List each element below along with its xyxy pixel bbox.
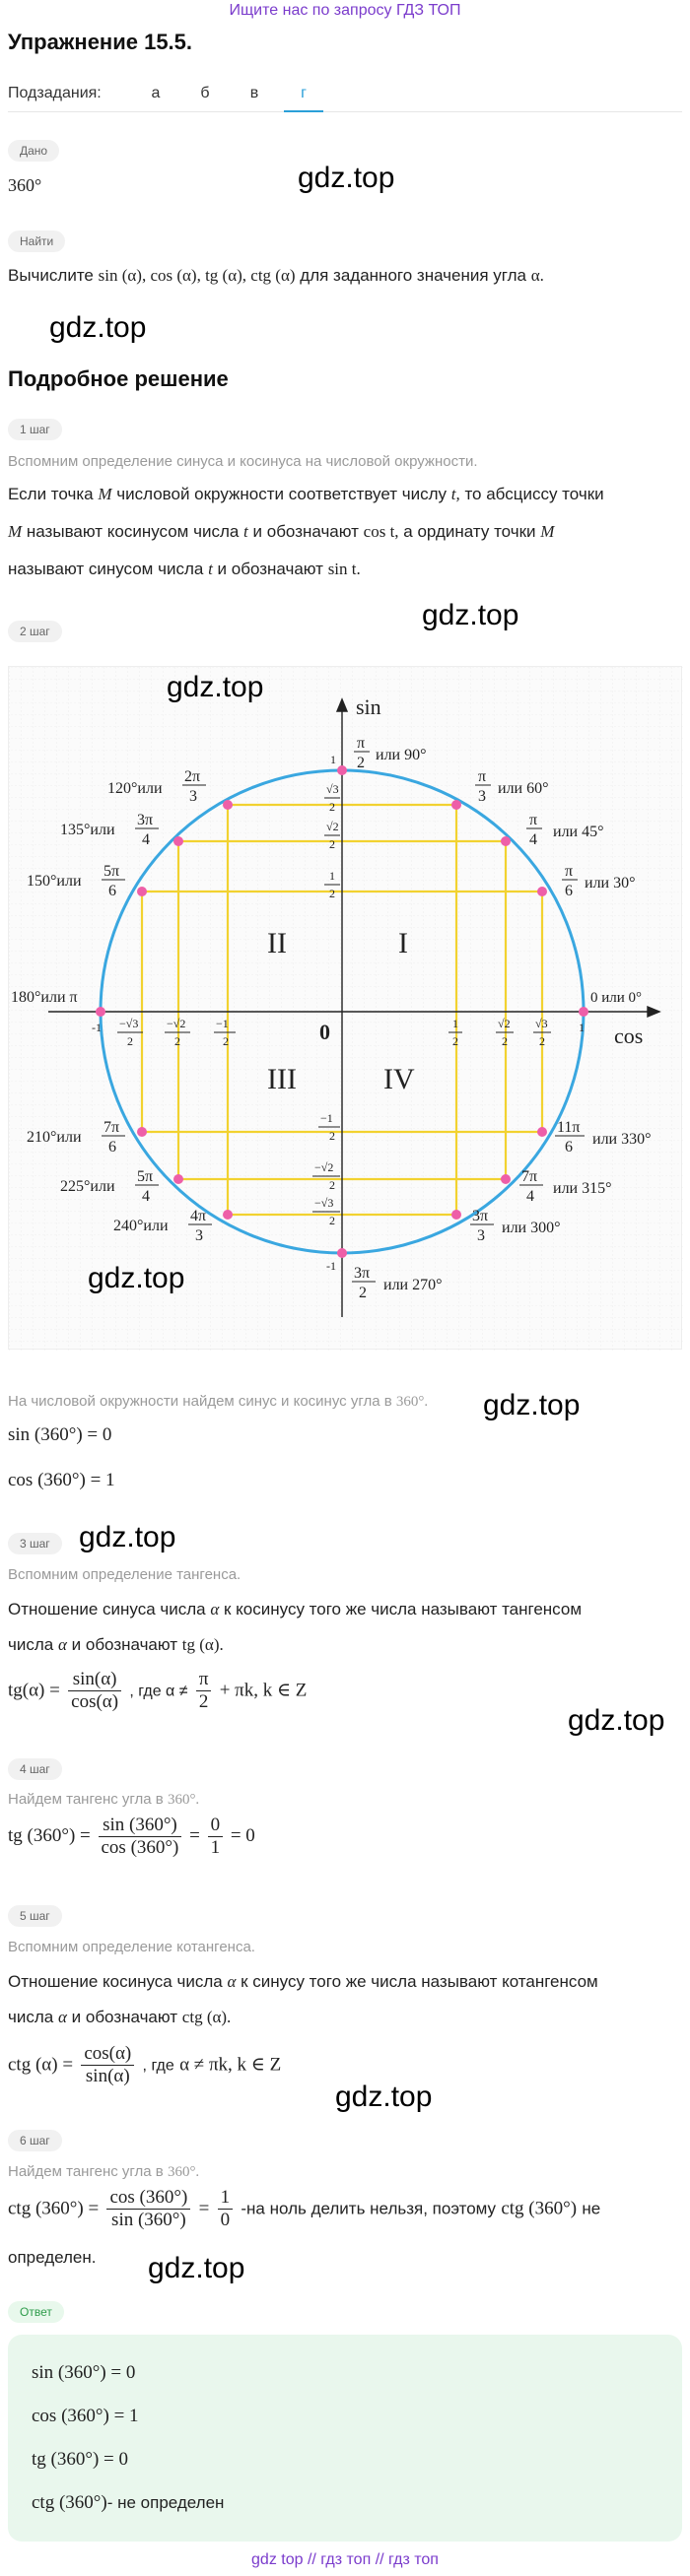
step-hint: Вспомним определение тангенса. bbox=[8, 1566, 242, 1583]
svg-text:5π: 5π bbox=[104, 863, 120, 880]
quadrant-I: I bbox=[398, 927, 408, 959]
watermark: gdz.top bbox=[88, 1262, 185, 1294]
subtask-tabs bbox=[8, 79, 682, 112]
step-hint: Найдем тангенс угла в 360°. bbox=[8, 1791, 200, 1808]
step5-line2: числа α и обозначают ctg (α). bbox=[8, 2008, 232, 2026]
label-60: или 60° bbox=[498, 780, 549, 797]
find-text: Вычислите sin (α), cos (α), tg (α), ctg (α) для заданного значения угла α. bbox=[8, 266, 544, 285]
svg-text:4: 4 bbox=[142, 1188, 150, 1205]
svg-text:2: 2 bbox=[329, 1129, 335, 1143]
step-hint: Вспомним определение котангенса. bbox=[8, 1939, 255, 1955]
watermark: gdz.top bbox=[148, 2252, 245, 2284]
svg-text:π: π bbox=[478, 768, 487, 785]
axis-sin-label: sin bbox=[356, 694, 381, 719]
frac-num: π bbox=[357, 735, 366, 752]
tick-1-top: 1 bbox=[330, 753, 336, 766]
svg-text:5π: 5π bbox=[137, 1168, 154, 1185]
svg-text:7π: 7π bbox=[521, 1168, 538, 1185]
svg-text:3: 3 bbox=[477, 1227, 485, 1244]
label-225: 225°или bbox=[60, 1178, 115, 1195]
step6-line2: определен. bbox=[8, 2248, 97, 2267]
quadrant-IV: IV bbox=[383, 1063, 415, 1095]
tab-g[interactable]: г bbox=[284, 85, 323, 112]
watermark: gdz.top bbox=[483, 1389, 581, 1421]
svg-text:4: 4 bbox=[142, 831, 150, 848]
tangent-360-calc: tg (360°) = $\frac{\sin (360^\circ)}{\cos (360^\circ)}$ = $\frac{0}{1}$ = 0 bbox=[8, 1815, 255, 1858]
tick-minus1-left: -1 bbox=[92, 1021, 102, 1034]
svg-text:3: 3 bbox=[195, 1227, 203, 1244]
step-hint: Найдем тангенс угла в 360°. bbox=[8, 2163, 200, 2180]
label-45: или 45° bbox=[553, 824, 604, 840]
watermark: gdz.top bbox=[79, 1521, 176, 1553]
svg-text:11π: 11π bbox=[557, 1119, 581, 1136]
label-210: 210°или bbox=[27, 1129, 82, 1146]
svg-text:6: 6 bbox=[108, 883, 116, 899]
label-135: 135°или bbox=[60, 822, 115, 838]
svg-text:3π: 3π bbox=[472, 1208, 489, 1224]
step-badge: 3 шаг bbox=[8, 1533, 62, 1554]
label-120: 120°или bbox=[107, 780, 163, 797]
svg-text:−√2: −√2 bbox=[167, 1017, 186, 1030]
svg-text:−1: −1 bbox=[216, 1017, 229, 1030]
svg-text:2: 2 bbox=[329, 887, 335, 900]
svg-text:2: 2 bbox=[329, 1178, 335, 1192]
svg-text:3: 3 bbox=[478, 788, 486, 805]
unit-circle-svg bbox=[9, 667, 683, 1351]
svg-text:√3: √3 bbox=[535, 1017, 548, 1030]
label-180: 180°или π bbox=[11, 989, 78, 1006]
step-hint: Вспомним определение синуса и косинуса на числовой окружности. bbox=[8, 453, 478, 470]
frac-den: 2 bbox=[357, 755, 365, 771]
svg-text:−1: −1 bbox=[320, 1111, 333, 1125]
svg-text:4: 4 bbox=[529, 831, 537, 848]
svg-text:−√3: −√3 bbox=[119, 1017, 139, 1030]
tab-b[interactable]: б bbox=[200, 85, 210, 101]
svg-text:π: π bbox=[565, 863, 574, 880]
label-240: 240°или bbox=[113, 1218, 169, 1234]
svg-text:2π: 2π bbox=[184, 768, 201, 785]
label-150: 150°или bbox=[27, 873, 82, 890]
svg-text:6: 6 bbox=[565, 1139, 573, 1156]
label-300: или 300° bbox=[502, 1220, 561, 1236]
tick-1-right: 1 bbox=[579, 1021, 585, 1034]
origin-label: 0 bbox=[319, 1020, 330, 1044]
svg-text:4π: 4π bbox=[190, 1208, 207, 1224]
tick-minus1-bottom: -1 bbox=[326, 1259, 336, 1273]
svg-text:4: 4 bbox=[526, 1188, 534, 1205]
page-title: Упражнение 15.5. bbox=[8, 30, 193, 54]
svg-text:7π: 7π bbox=[104, 1119, 120, 1136]
svg-text:√2: √2 bbox=[498, 1017, 511, 1030]
watermark: gdz.top bbox=[298, 162, 395, 194]
label-30: или 30° bbox=[585, 875, 636, 892]
step-badge: 5 шаг bbox=[8, 1905, 62, 1927]
svg-text:2: 2 bbox=[329, 1214, 335, 1227]
svg-text:2: 2 bbox=[502, 1034, 508, 1048]
watermark: gdz.top bbox=[49, 311, 147, 344]
svg-text:2: 2 bbox=[329, 837, 335, 851]
label-0: 0 или 0° bbox=[590, 990, 643, 1006]
given-badge: Дано bbox=[8, 140, 59, 162]
given-value: 360° bbox=[8, 175, 42, 195]
solution-title: Подробное решение bbox=[8, 366, 229, 391]
sin-360-result: sin (360°) = 0 bbox=[8, 1424, 112, 1445]
svg-text:√3: √3 bbox=[326, 782, 339, 796]
footer-links[interactable]: gdz top // гдз топ // гдз топ bbox=[251, 2551, 439, 2568]
axis-cos-label: cos bbox=[614, 1024, 644, 1048]
tab-a[interactable]: а bbox=[151, 85, 161, 101]
svg-text:−√2: −√2 bbox=[314, 1160, 334, 1174]
cos-360-result: cos (360°) = 1 bbox=[8, 1470, 115, 1490]
svg-text:6: 6 bbox=[108, 1139, 116, 1156]
label-270: или 270° bbox=[383, 1277, 443, 1293]
answer-sin: sin (360°) = 0 bbox=[32, 2362, 136, 2383]
step-badge: 6 шаг bbox=[8, 2130, 62, 2151]
watermark: gdz.top bbox=[335, 2081, 433, 2113]
tab-v[interactable]: в bbox=[249, 85, 259, 101]
svg-text:2: 2 bbox=[174, 1034, 180, 1048]
svg-text:2: 2 bbox=[223, 1034, 229, 1048]
top-search-link[interactable]: Ищите нас по запросу ГДЗ ТОП bbox=[229, 2, 461, 19]
watermark: gdz.top bbox=[568, 1704, 665, 1737]
svg-text:−√3: −√3 bbox=[314, 1196, 334, 1210]
cotangent-definition: ctg (α) = $\frac{\cos(\alpha)}{\sin(\alpha)}$ , где α ≠ πk, k ∈ Z bbox=[8, 2043, 282, 2086]
step1-line3: называют синусом числа t и обозначают sin t. bbox=[8, 560, 361, 578]
step-badge: 2 шаг bbox=[8, 621, 62, 642]
svg-text:3π: 3π bbox=[137, 812, 154, 828]
step3-line2: числа α и обозначают tg (α). bbox=[8, 1635, 224, 1654]
svg-text:2: 2 bbox=[452, 1034, 458, 1048]
cotangent-360-calc: ctg (360°) = $\frac{\cos (360^\circ)}{\sin (360^\circ)}$ = $\frac{1}{0}$ -на ноль делить нельзя, поэтому ctg (360°) не bbox=[8, 2187, 601, 2230]
step3-line1: Отношение синуса числа α к косинусу того же числа называют тангенсом bbox=[8, 1600, 583, 1618]
svg-text:2: 2 bbox=[127, 1034, 133, 1048]
quadrant-II: II bbox=[267, 927, 287, 959]
step5-line1: Отношение косинуса числа α к синусу того же числа называют котангенсом bbox=[8, 1972, 598, 1991]
svg-text:1: 1 bbox=[452, 1017, 458, 1030]
step1-line2: M называют косинусом числа t и обозначают cos t, а ординату точки M bbox=[8, 522, 555, 541]
find-badge: Найти bbox=[8, 231, 65, 252]
svg-text:3π: 3π bbox=[354, 1265, 371, 1282]
answer-cos: cos (360°) = 1 bbox=[32, 2406, 139, 2426]
svg-text:2: 2 bbox=[359, 1285, 367, 1301]
svg-text:√2: √2 bbox=[326, 820, 339, 833]
svg-text:6: 6 bbox=[565, 883, 573, 899]
answer-ctg: ctg (360°)- не определен bbox=[32, 2492, 225, 2513]
label-90: или 90° bbox=[376, 747, 427, 763]
tabs-label: Подзадания: bbox=[8, 85, 102, 101]
tangent-definition: tg(α) = $\frac{\sin(\alpha)}{\cos(\alpha)}$ , где α ≠ $\frac{\pi}{2}$ + πk, k ∈ Z bbox=[8, 1669, 308, 1712]
watermark: gdz.top bbox=[422, 599, 519, 631]
unit-circle-diagram bbox=[8, 666, 682, 1350]
answer-tg: tg (360°) = 0 bbox=[32, 2449, 128, 2470]
label-330: или 330° bbox=[592, 1131, 652, 1148]
answer-box bbox=[8, 2335, 682, 2542]
answer-badge: Ответ bbox=[8, 2301, 64, 2323]
svg-text:3: 3 bbox=[189, 788, 197, 805]
step-badge: 1 шаг bbox=[8, 419, 62, 440]
step-hint: На числовой окружности найдем синус и косинус угла в 360°. bbox=[8, 1393, 429, 1410]
svg-text:1: 1 bbox=[329, 869, 335, 883]
step-badge: 4 шаг bbox=[8, 1758, 62, 1780]
step1-line1: Если точка M числовой окружности соответствует числу t, то абсциссу точки bbox=[8, 485, 604, 503]
svg-text:π: π bbox=[529, 812, 538, 828]
quadrant-III: III bbox=[267, 1063, 297, 1095]
svg-text:2: 2 bbox=[329, 800, 335, 814]
watermark: gdz.top bbox=[167, 671, 264, 703]
label-315: или 315° bbox=[553, 1180, 612, 1197]
svg-text:2: 2 bbox=[539, 1034, 545, 1048]
